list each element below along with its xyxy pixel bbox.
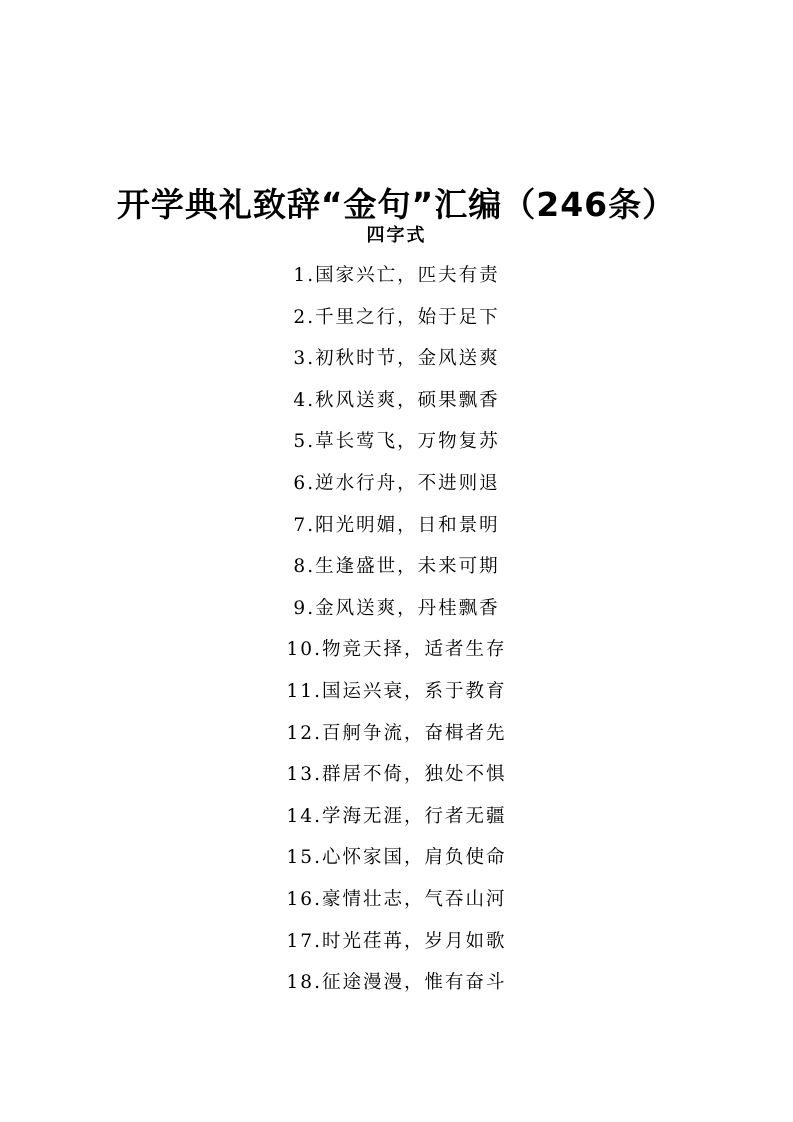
list-item: 9.金风送爽，丹桂飘香 xyxy=(293,597,500,619)
list-item: 14.学海无涯，行者无疆 xyxy=(286,805,507,827)
list-item: 6.逆水行舟，不进则退 xyxy=(293,472,500,494)
list-item: 12.百舸争流，奋楫者先 xyxy=(286,722,507,744)
list-item: 15.心怀家国，肩负使命 xyxy=(286,847,507,869)
list-item: 4.秋风送爽，硕果飘香 xyxy=(293,389,500,411)
list-item: 11.国运兴衰，系于教育 xyxy=(286,680,507,702)
list-item: 3.初秋时节，金风送爽 xyxy=(293,348,500,370)
list-item: 16.豪情壮志，气吞山河 xyxy=(286,888,507,910)
list-item: 18.征途漫漫，惟有奋斗 xyxy=(286,972,507,994)
list-item: 1.国家兴亡，匹夫有责 xyxy=(293,265,500,286)
document-title: 开学典礼致辞“金句”汇编（246条） xyxy=(116,185,677,225)
list-item: 17.时光荏苒，岁月如歌 xyxy=(286,930,507,952)
list-item: 2.千里之行，始于足下 xyxy=(293,306,500,328)
section-heading: 四字式 xyxy=(366,225,427,246)
list-item: 13.群居不倚，独处不惧 xyxy=(286,764,507,786)
list-item: 8.生逢盛世，未来可期 xyxy=(293,556,500,578)
list-item: 5.草长莺飞，万物复苏 xyxy=(293,431,500,453)
list-item: 10.物竞天择，适者生存 xyxy=(286,639,507,661)
phrase-list xyxy=(0,262,793,1011)
list-item: 7.阳光明媚，日和景明 xyxy=(293,514,500,536)
